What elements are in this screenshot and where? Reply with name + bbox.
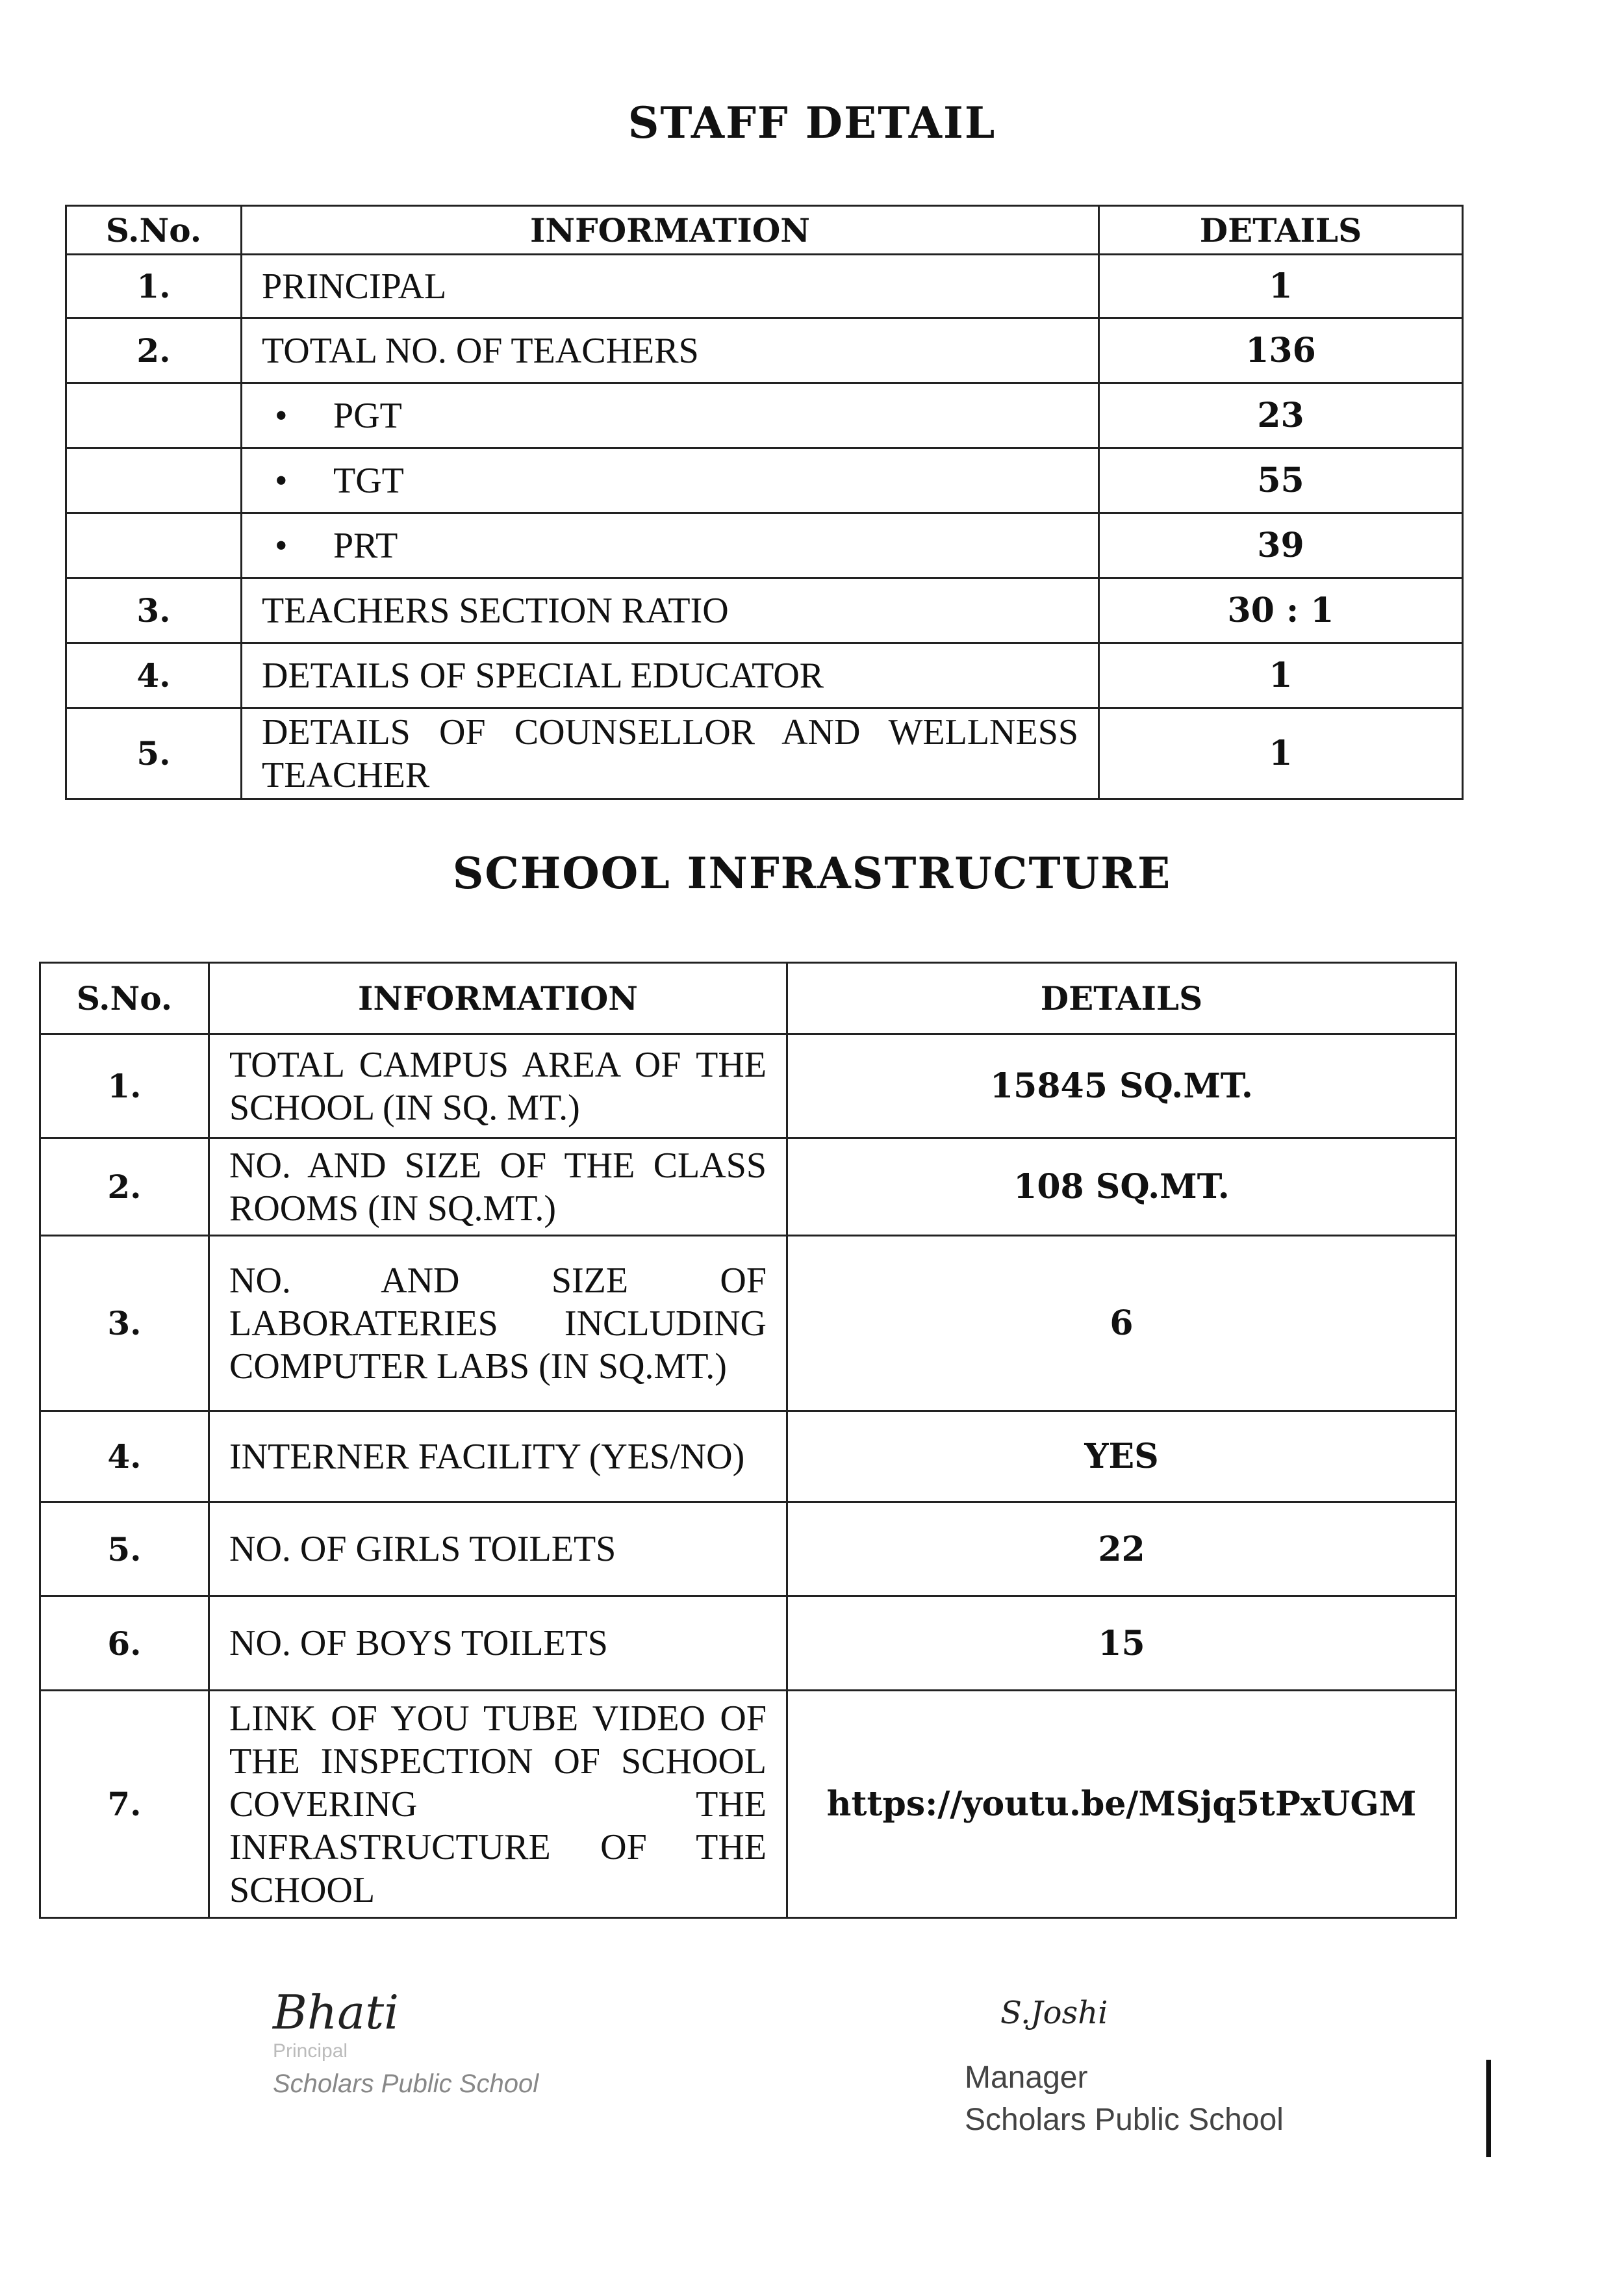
row-information: DETAILS OF COUNSELLOR AND WELLNESS TEACHER xyxy=(242,708,1099,799)
row-information: NO. AND SIZE OF THE CLASS ROOMS (IN SQ.MT.) xyxy=(209,1138,787,1236)
school-infrastructure-table xyxy=(39,962,1457,1919)
row-information: NO. AND SIZE OF LABORATERIES INCLUDING COMPUTER LABS (IN SQ.MT.) xyxy=(209,1236,787,1411)
row-information: TOTAL NO. OF TEACHERS xyxy=(242,318,1099,383)
table-row xyxy=(66,318,1463,383)
table-row xyxy=(66,448,1463,513)
row-information-text: PRT xyxy=(333,525,398,566)
row-details: 22 xyxy=(787,1502,1456,1596)
table-row xyxy=(66,513,1463,578)
bullet-icon: • xyxy=(275,460,288,501)
row-information: PRINCIPAL xyxy=(242,255,1099,318)
row-information: DETAILS OF SPECIAL EDUCATOR xyxy=(242,643,1099,708)
row-details: 1 xyxy=(1099,708,1463,799)
sno-header: S.No. xyxy=(66,206,242,255)
manager-designation: Manager xyxy=(965,2060,1088,2095)
details-header: DETAILS xyxy=(1099,206,1463,255)
row-details: 136 xyxy=(1099,318,1463,383)
table-row xyxy=(40,1236,1456,1411)
row-information: TOTAL CAMPUS AREA OF THE SCHOOL (IN SQ. MT.) xyxy=(209,1034,787,1138)
row-information: NO. OF GIRLS TOILETS xyxy=(209,1502,787,1596)
row-information-text: PGT xyxy=(333,395,402,436)
row-sno: 6. xyxy=(40,1596,209,1691)
principal-designation: Principal xyxy=(273,2040,348,2062)
table-row xyxy=(66,578,1463,643)
manager-school-name: Scholars Public School xyxy=(965,2103,1284,2137)
row-information xyxy=(242,513,1099,578)
table-row xyxy=(40,1596,1456,1691)
row-details: 1 xyxy=(1099,643,1463,708)
staff-detail-title: STAFF DETAIL xyxy=(628,97,996,148)
table-row xyxy=(66,383,1463,448)
table-row xyxy=(40,1034,1456,1138)
staff-detail-table xyxy=(65,205,1464,800)
table-row xyxy=(40,1502,1456,1596)
table-header-row xyxy=(40,963,1456,1034)
principal-signature: Bhati xyxy=(273,1985,400,2040)
row-information-text: TGT xyxy=(333,460,404,501)
row-information: LINK OF YOU TUBE VIDEO OF THE INSPECTION OF SCHOOL COVERING THE INFRASTRUCTURE OF THE SCHOOL xyxy=(209,1691,787,1918)
table-row xyxy=(40,1691,1456,1918)
table-row xyxy=(40,1411,1456,1502)
table-row xyxy=(66,708,1463,799)
row-details: YES xyxy=(787,1411,1456,1502)
row-sno: 4. xyxy=(66,643,242,708)
details-header: DETAILS xyxy=(787,963,1456,1034)
table-row xyxy=(66,255,1463,318)
row-details: 15845 SQ.MT. xyxy=(787,1034,1456,1138)
row-sno xyxy=(66,448,242,513)
row-details: 108 SQ.MT. xyxy=(787,1138,1456,1236)
row-information: INTERNER FACILITY (YES/NO) xyxy=(209,1411,787,1502)
sno-header: S.No. xyxy=(40,963,209,1034)
row-sno: 3. xyxy=(40,1236,209,1411)
row-details: 39 xyxy=(1099,513,1463,578)
row-details: 15 xyxy=(787,1596,1456,1691)
bullet-icon: • xyxy=(275,395,288,436)
row-information xyxy=(242,448,1099,513)
row-information: TEACHERS SECTION RATIO xyxy=(242,578,1099,643)
row-information xyxy=(242,383,1099,448)
school-infrastructure-title: SCHOOL INFRASTRUCTURE xyxy=(452,848,1172,899)
row-information: NO. OF BOYS TOILETS xyxy=(209,1596,787,1691)
table-row xyxy=(66,643,1463,708)
scan-margin-mark xyxy=(1486,2060,1491,2157)
principal-school-name: Scholars Public School xyxy=(273,2069,539,2098)
table-header-row xyxy=(66,206,1463,255)
row-details: 6 xyxy=(787,1236,1456,1411)
row-sno: 1. xyxy=(40,1034,209,1138)
bullet-icon: • xyxy=(275,525,288,566)
row-sno xyxy=(66,383,242,448)
youtube-link[interactable]: https://youtu.be/MSjq5tPxUGM xyxy=(787,1691,1456,1918)
row-sno: 3. xyxy=(66,578,242,643)
row-sno: 7. xyxy=(40,1691,209,1918)
row-sno: 4. xyxy=(40,1411,209,1502)
information-header: INFORMATION xyxy=(242,206,1099,255)
table-row xyxy=(40,1138,1456,1236)
row-sno: 2. xyxy=(66,318,242,383)
row-details: 55 xyxy=(1099,448,1463,513)
row-sno: 1. xyxy=(66,255,242,318)
row-details: 30 : 1 xyxy=(1099,578,1463,643)
row-sno xyxy=(66,513,242,578)
information-header: INFORMATION xyxy=(209,963,787,1034)
manager-signature: S.Joshi xyxy=(1000,1995,1108,2031)
row-details: 1 xyxy=(1099,255,1463,318)
row-details: 23 xyxy=(1099,383,1463,448)
row-sno: 5. xyxy=(66,708,242,799)
row-sno: 2. xyxy=(40,1138,209,1236)
row-sno: 5. xyxy=(40,1502,209,1596)
